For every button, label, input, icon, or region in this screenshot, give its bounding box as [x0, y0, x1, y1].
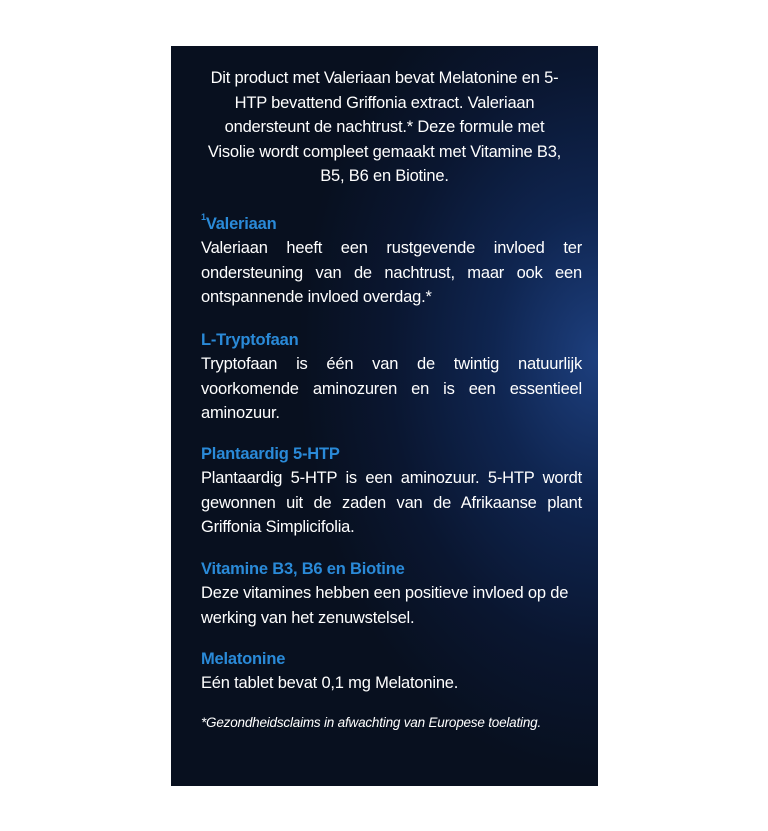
section-text: Plantaardig 5-HTP is een aminozuur. 5-HTP wordt gewonnen uit de zaden van de Afrikaanse plant Griffonia Simplicifolia.	[201, 469, 582, 536]
product-info-panel	[171, 46, 598, 786]
section-title: Plantaardig 5-HTP	[201, 445, 340, 463]
section-title: Valeriaan	[205, 215, 277, 233]
footnote-marker: 1	[201, 212, 206, 222]
section-text: Valeriaan heeft een rustgevende invloed ter ondersteuning van de nachtrust, maar ook een ontspannende invloed overdag.*	[201, 239, 582, 306]
section-title: L-Tryptofaan	[201, 331, 299, 349]
section-text: Eén tablet bevat 0,1 mg Melatonine.	[201, 674, 459, 692]
section-vitamine-b3-b6-biotine	[201, 557, 582, 630]
section-l-tryptofaan	[201, 328, 582, 426]
section-heading	[201, 212, 582, 236]
section-title: Vitamine B3, B6 en Biotine	[201, 560, 405, 578]
section-text: Deze vitamines hebben een positieve invloed op de werking van het zenuwstelsel.	[201, 584, 569, 627]
health-claims-footnote: *Gezondheidsclaims in afwachting van Europese toelating.	[201, 715, 542, 730]
section-plantaardig-5-htp	[201, 442, 582, 540]
section-text: Tryptofaan is één van de twintig natuurlijk voorkomende aminozuren en is een essentieel aminozuur.	[201, 355, 582, 422]
section-valeriaan	[201, 212, 582, 310]
section-melatonine	[201, 647, 582, 696]
section-title: Melatonine	[201, 650, 286, 668]
intro-paragraph: Dit product met Valeriaan bevat Melatonine en 5-HTP bevattend Griffonia extract. Valeriaan ondersteunt de nachtrust.* Deze formule met Visolie wordt compleet gemaakt met Vitamine B3, B5, B6 en Biotine.	[207, 69, 562, 185]
